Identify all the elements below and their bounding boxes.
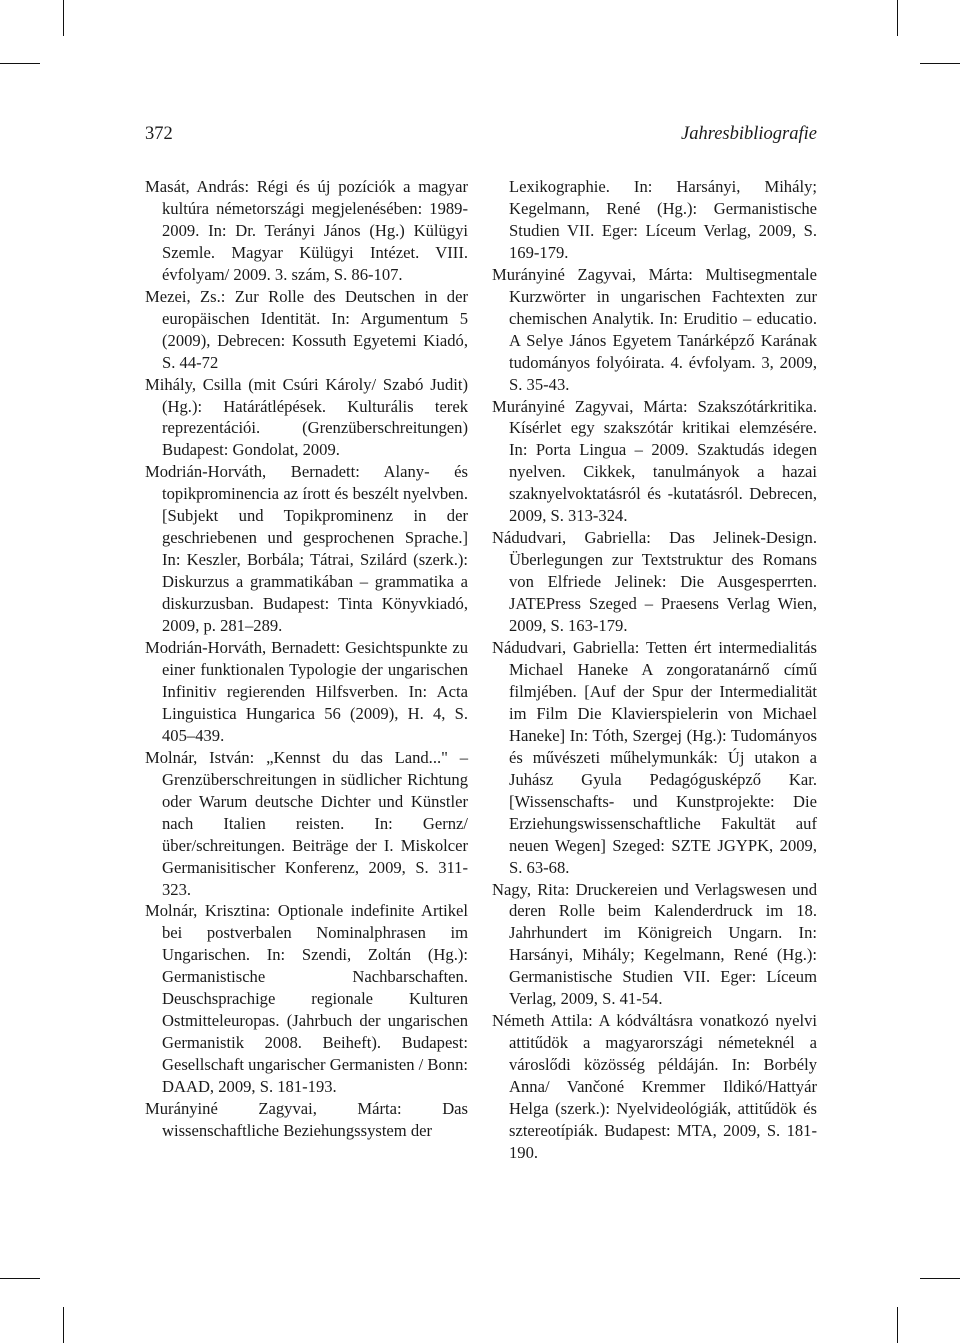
bibliography-entry: Murányiné Zagyvai, Márta: Szakszótárkritika. Kísérlet egy szakszótár kritikai elemzésére. In: Porta Lingua – 2009. Szaktudás idegen nyelven. Cikkek, tanulmányok a hazai szaknyelvoktatásról és -kutatásról. Debrecen, 2009, S. 313-324. <box>492 396 817 526</box>
crop-mark <box>0 1278 40 1279</box>
bibliography-entry: Nádudvari, Gabriella: Das Jelinek-Design. Überlegungen zur Textstruktur des Romans von Elfriede Jelinek: Die Ausgesperrten. JATEPress Szeged – Praesens Verlag Wien, 2009, S. 163-179. <box>492 528 817 636</box>
crop-mark <box>63 0 64 36</box>
crop-mark <box>63 1307 64 1343</box>
bibliography-entry: Molnár, Krisztina: Optionale indefinite Artikel bei postverbalen Nominalphrasen im Ungarischen. In: Szendi, Zoltán (Hg.): Germanistische Nachbarschaften. Deuschsprachige regionale Kulturen Ostmitteleuropas. (Jahrbuch der ungarischen Germanistik 2008. Beiheft). Budapest: Gesellschaft ungarischer Germanisten / Bonn: DAAD, 2009, S. 181-193. <box>145 901 468 1097</box>
crop-mark <box>897 0 898 36</box>
left-column <box>145 176 468 1142</box>
bibliography-entry: Murányiné Zagyvai, Márta: Das wissenschaftliche Beziehungssystem der <box>145 1099 468 1140</box>
right-column <box>492 176 817 1164</box>
running-title: Jahresbibliografie <box>681 124 817 144</box>
page-header <box>145 124 817 150</box>
bibliography-entry: Molnár, István: „Kennst du das Land..." – Grenzüberschreitungen in südlicher Richtung oder Warum deutsche Dichter und Künstler nach Italien reisten. In: Gernz/über/schreitungen. Beiträge der I. Miskolcer Germanisitischer Konferenz, 2009, S. 311-323. <box>145 747 468 899</box>
bibliography-entry: Modrián-Horváth, Bernadett: Gesichtspunkte zu einer funktionalen Typologie der ungarischen Infinitiv regierenden Hilfsverben. In: Acta Linguistica Hungarica 56 (2009), H. 4, S. 405–439. <box>145 638 468 745</box>
bibliography-entry: Mihály, Csilla (mit Csúri Károly/ Szabó Judit) (Hg.): Határátlépések. Kulturális terek reprezentációi. (Grenzüberschreitungen) Budapest: Gondolat, 2009. <box>145 374 468 460</box>
crop-mark <box>920 63 960 64</box>
bibliography-entry: Nagy, Rita: Druckereien und Verlagswesen und deren Rolle beim Kalenderdruck im 18. Jahrhundert im Königreich Ungarn. In: Harsányi, Mihály; Kegelmann, René (Hg.): Germanistische Studien VII. Eger: Líceum Verlag, 2009, S. 41-54. <box>492 879 817 1009</box>
bibliography-entry: Németh Attila: A kódváltásra vonatkozó nyelvi attitűdök a magyarországi németeknél a városlődi közösség példáján. In: Borbély Anna/ Vančoné Kremmer Ildikó/Hattyár Helga (szerk.): Nyelvideológiák, attitűdök és sztereotípiák. Budapest: MTA, 2009, S. 181-190. <box>492 1011 817 1162</box>
bibliography-entry: Mezei, Zs.: Zur Rolle des Deutschen in der europäischen Identität. In: Argumentum 5 (2009), Debrecen: Kossuth Egyetemi Kiadó, S. 44-72 <box>145 286 468 372</box>
bibliography-entry: Nádudvari, Gabriella: Tetten ért intermedialitás Michael Haneke A zongoratanárnő című filmjében. [Auf der Spur der Intermedialität im Film Die Klavierspielerin von Michael Haneke] In: Tóth, Szergej (Hg.): Tudományos és művészeti műhelymunkák: Új utakon a Juhász Gyula Pedagógusképző Kar. [Wissenschafts- und Kunstprojekte: Die Erziehungswissenschaftliche Fakultät auf neuen Wegen] Szeged: SZTE JGYPK, 2009, S. 63-68. <box>492 638 817 877</box>
bibliography-entry-continued: Lexikographie. In: Harsányi, Mihály; Kegelmann, René (Hg.): Germanistische Studien VII. Eger: Líceum Verlag, 2009, S. 169-179. <box>509 177 817 262</box>
bibliography-entry: Masát, András: Régi és új pozíciók a magyar kultúra németországi megjelenésében: 1989-2009. In: Dr. Terányi János (Hg.) Külügyi Szemle. Magyar Külügyi Intézet. VIII. évfolyam/ 2009. 3. szám, S. 86-107. <box>145 177 468 284</box>
page-number: 372 <box>145 124 173 144</box>
crop-mark <box>897 1307 898 1343</box>
bibliography-entry: Murányiné Zagyvai, Márta: Multisegmentale Kurzwörter in ungarischen Fachtexten zur chemischen Analytik. In: Eruditio – educatio. A Selye János Egyetem Tanárképző Karának tudományos folyóirata. 4. évfolyam. 3, 2009, S. 35-43. <box>492 264 817 394</box>
bibliography-entry: Modrián-Horváth, Bernadett: Alany- és topikprominencia az írott és beszélt nyelvben. [Subjekt und Topikprominenz in der geschriebenen und gesprochenen Sprache.] In: Keszler, Borbála; Tátrai, Szilárd (szerk.): Diskurzus a grammatikában – grammatika a diskurzusban. Budapest: Tinta Könyvkiadó, 2009, p. 281–289. <box>145 462 468 636</box>
crop-mark <box>920 1278 960 1279</box>
crop-mark <box>0 63 40 64</box>
